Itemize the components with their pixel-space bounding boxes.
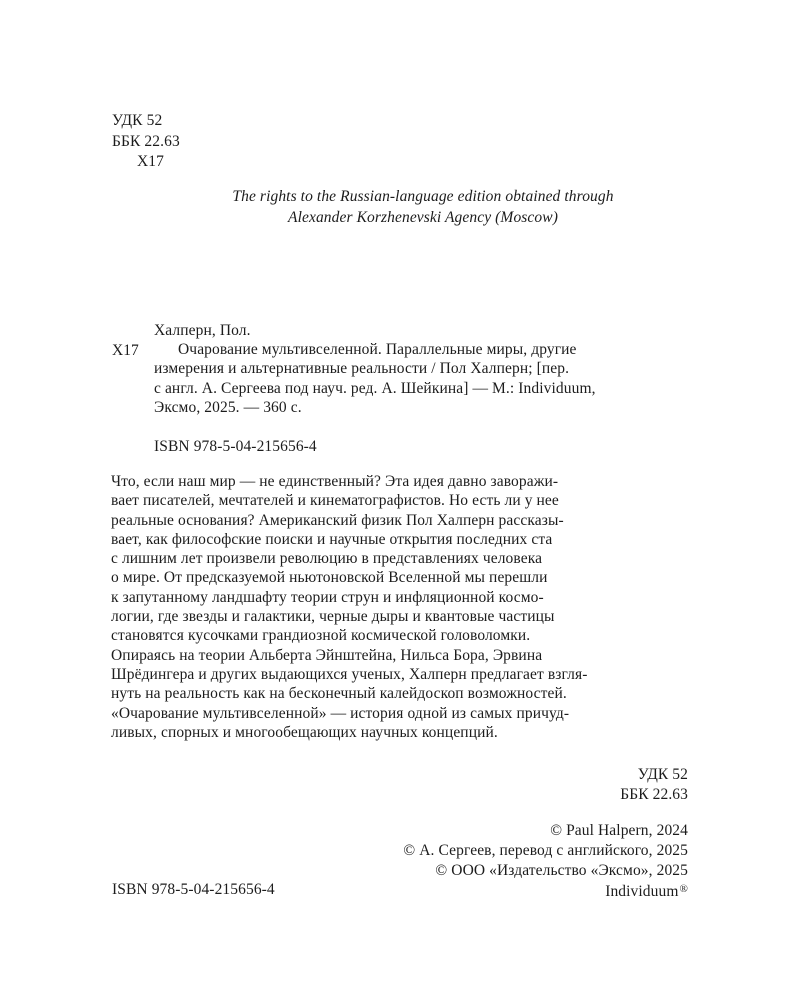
annotation-line: нуть на реальность как на бесконечный калейдоскоп возможностей.	[111, 685, 567, 703]
annotation-line: с лишним лет произвели революцию в представлениях человека	[111, 550, 543, 568]
copyright-block	[403, 821, 688, 902]
copyright-line: © А. Сергеев, перевод с английского, 2025	[403, 841, 688, 859]
bottom-isbn: ISBN 978-5-04-215656-4	[112, 881, 275, 898]
publisher-name: Individuum	[605, 883, 679, 901]
publisher-mark	[403, 880, 688, 902]
bbk-code: ББК 22.63	[112, 132, 180, 150]
copyright-line: © ООО «Издательство «Эксмо», 2025	[435, 861, 688, 879]
annotation-line: реальные основания? Американский физик Пол Халперн рассказы-	[111, 511, 564, 529]
annotation-line: о мире. От предсказуемой ньютоновской Вселенной мы перешли	[111, 569, 548, 587]
rights-notice	[0, 186, 800, 228]
rights-line: Alexander Korzhenevski Agency (Moscow)	[288, 209, 558, 226]
annotation-line: Шрёдингера и других выдающихся ученых, Халперн предлагает взгля-	[111, 665, 588, 683]
annotation-line: Что, если наш мир — не единственный? Эта идея давно заворажи-	[111, 473, 559, 490]
classification-codes-top	[112, 111, 180, 173]
rights-line: The rights to the Russian-language edition obtained through	[232, 188, 614, 205]
annotation-line: вает, как философские поиски и научные открытия последних ста	[111, 530, 553, 548]
annotation-line: логии, где звезды и галактики, черные дыры и квантовые частицы	[111, 608, 555, 626]
udk-code: УДК 52	[112, 112, 163, 129]
annotation-line: «Очарование мультивселенной» — история одной из самых причуд-	[111, 704, 570, 722]
record-line: Эксмо, 2025. — 360 с.	[154, 398, 302, 416]
bibliographic-record	[154, 321, 596, 417]
book-annotation	[111, 472, 588, 742]
bibliographic-margin-code: Х17	[112, 342, 139, 359]
record-author: Халперн, Пол.	[154, 322, 251, 339]
annotation-line: становятся кусочками грандиозной космической головоломки.	[111, 627, 531, 645]
author-sign: Х17	[137, 153, 164, 170]
annotation-line: Опираясь на теории Альберта Эйнштейна, Нильса Бора, Эрвина	[111, 646, 543, 664]
bbk-code: ББК 22.63	[620, 786, 688, 803]
record-line: Очарование мультивселенной. Параллельные миры, другие	[178, 341, 577, 359]
annotation-line: к запутанному ландшафту теории струн и инфляционной космо-	[111, 588, 544, 606]
udk-code: УДК 52	[637, 766, 688, 783]
record-isbn: ISBN 978-5-04-215656-4	[154, 438, 317, 455]
record-line: измерения и альтернативные реальности / Пол Халперн; [пер.	[154, 360, 570, 378]
copyright-line: © Paul Halpern, 2024	[550, 822, 688, 839]
annotation-line: вает писателей, мечтателей и кинематографистов. Но есть ли у нее	[111, 492, 559, 510]
annotation-line: ливых, спорных и многообещающих научных концепций.	[111, 723, 498, 741]
classification-codes-bottom	[620, 765, 688, 805]
registered-trademark-icon: ®	[679, 883, 688, 896]
record-line: с англ. А. Сергеева под науч. ред. А. Шейкина] — М.: Individuum,	[154, 379, 596, 397]
